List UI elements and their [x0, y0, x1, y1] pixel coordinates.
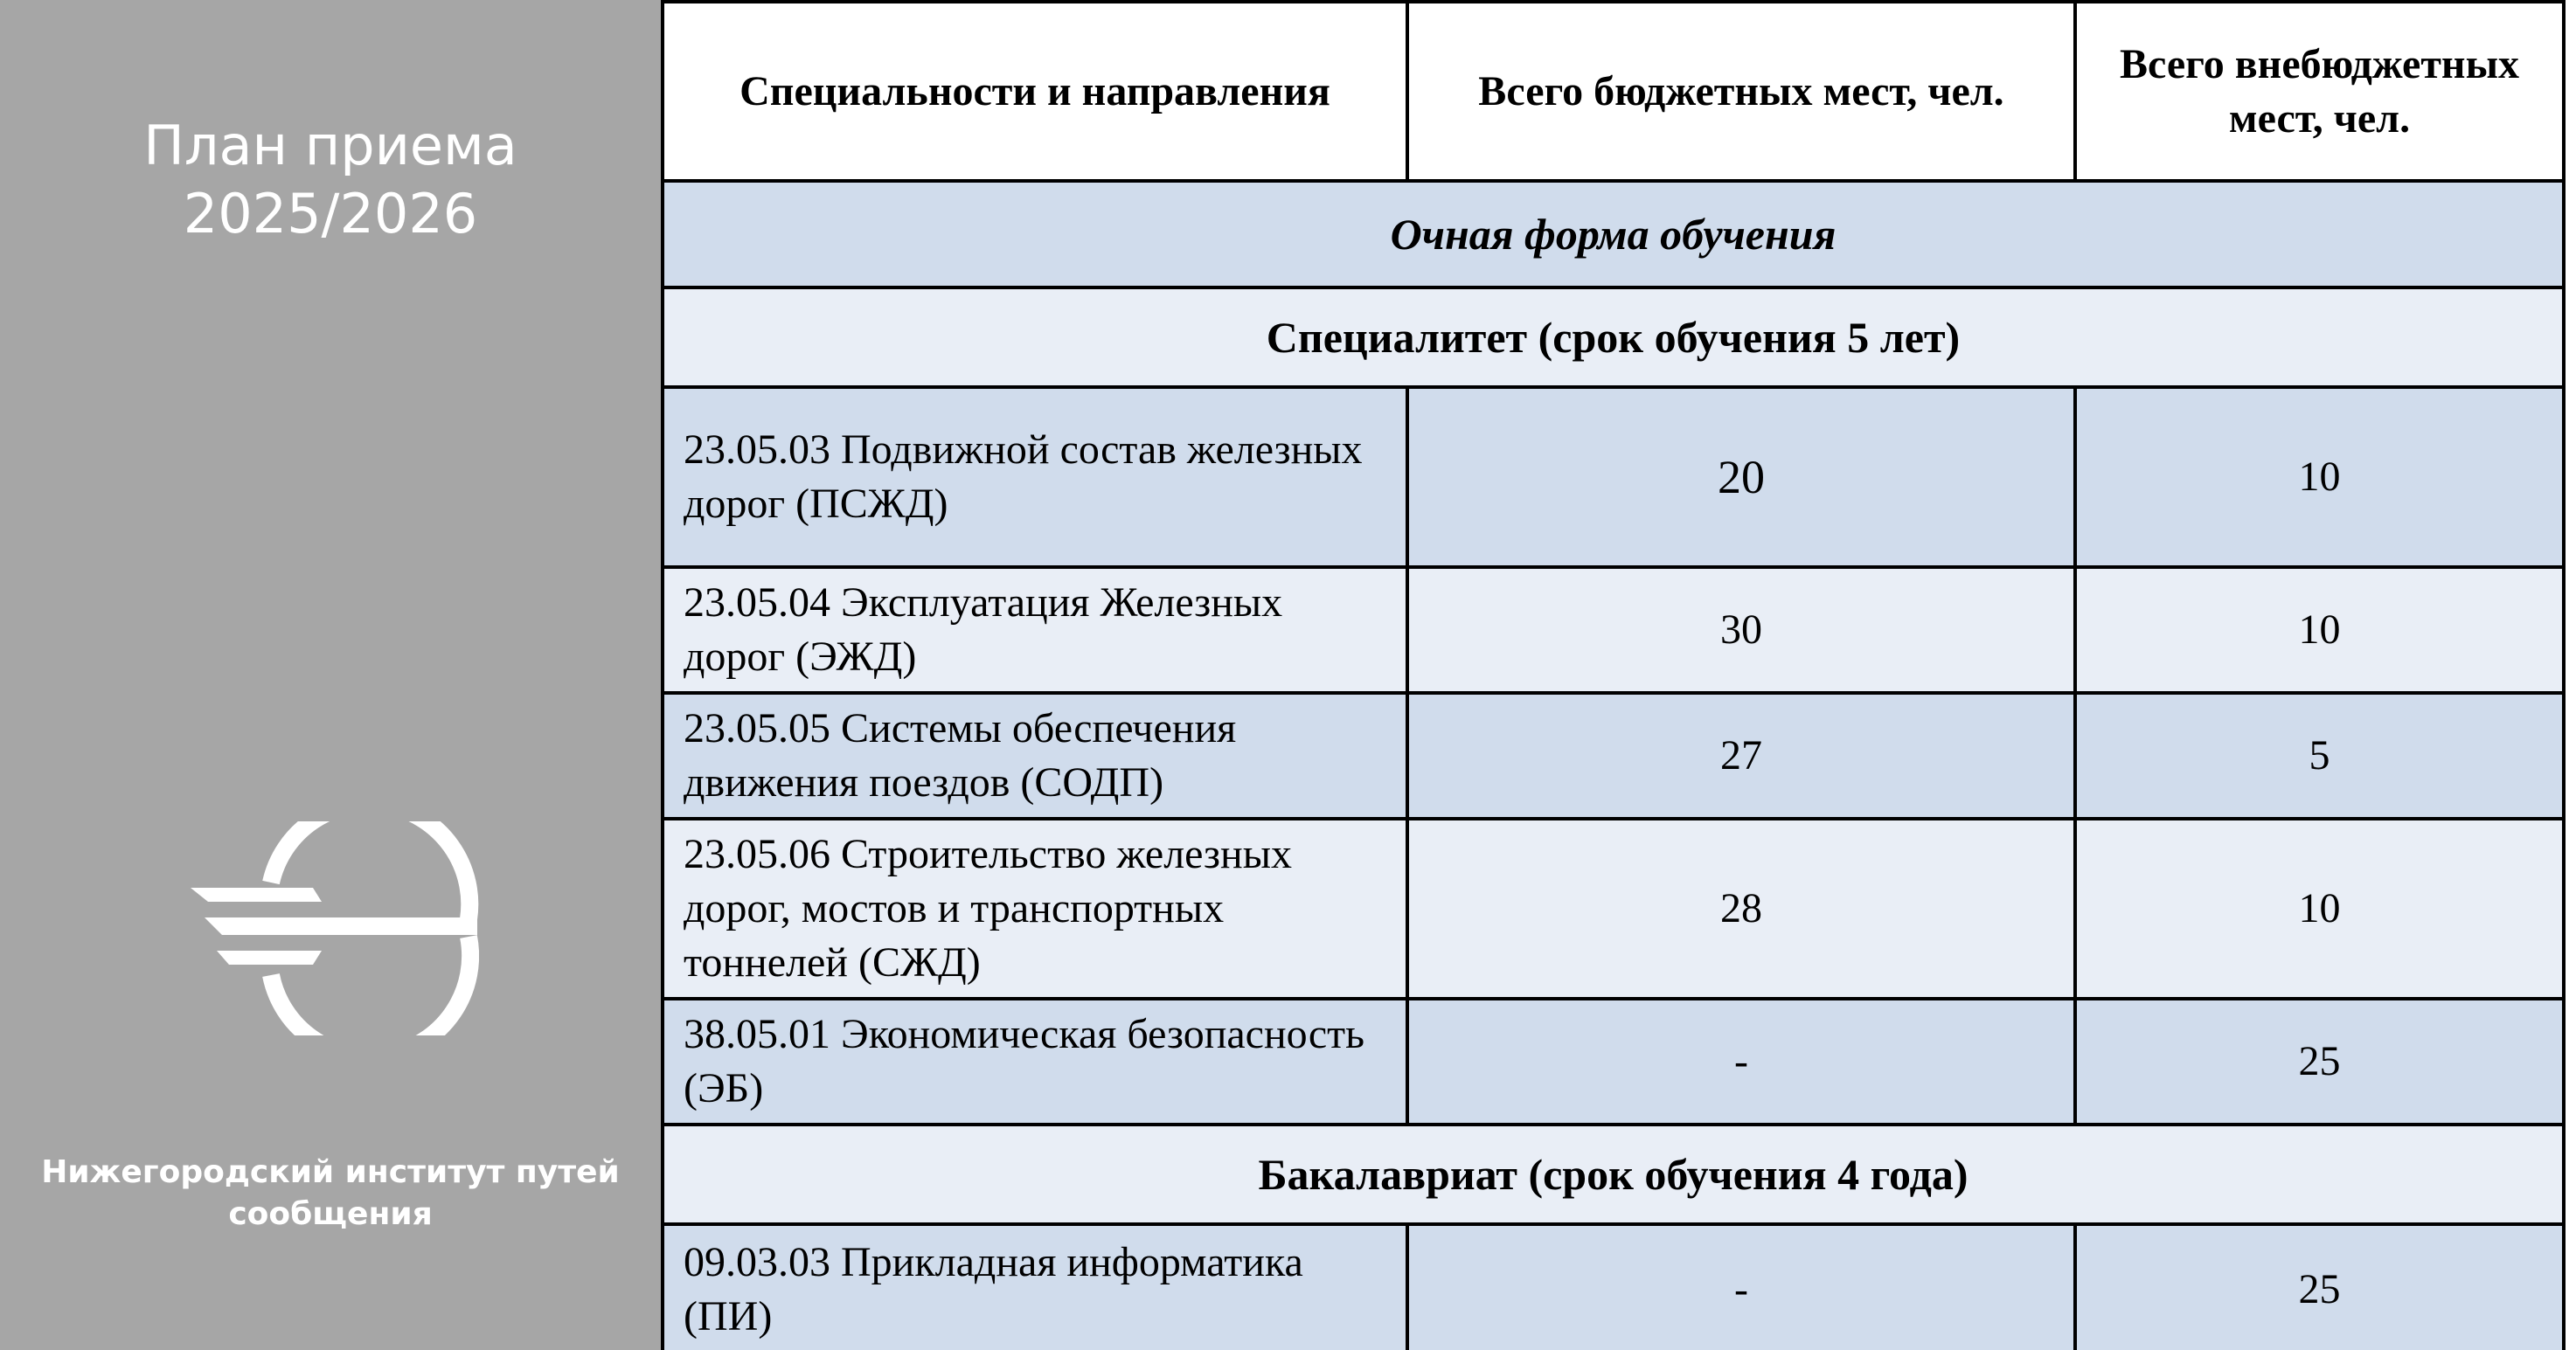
table-header-row [663, 2, 2564, 181]
paid-seats: 10 [2075, 567, 2564, 693]
header-budget: Всего бюджетных мест, чел. [1407, 2, 2075, 181]
budget-seats: 28 [1407, 819, 2075, 999]
plan-title [0, 112, 661, 248]
table-row [663, 387, 2564, 567]
admission-plan-table [661, 0, 2566, 1350]
institute-name [17, 1152, 643, 1236]
form-row [663, 181, 2564, 287]
table-row [663, 999, 2564, 1125]
paid-seats: 10 [2075, 387, 2564, 567]
header-specialties: Специальности и направления [663, 2, 1407, 181]
program-name: 23.05.04 Эксплуатация Железных дорог (ЭЖД) [663, 567, 1407, 693]
budget-seats: 27 [1407, 693, 2075, 819]
program-name: 09.03.03 Прикладная информатика (ПИ) [663, 1224, 1407, 1350]
program-name: 23.05.06 Строительство железных дорог, мостов и транспортных тоннелей (СЖД) [663, 819, 1407, 999]
budget-seats: 30 [1407, 567, 2075, 693]
header-paid: Всего внебюджетных мест, чел. [2075, 2, 2564, 181]
budget-seats: - [1407, 999, 2075, 1125]
sidebar-panel [0, 0, 661, 1350]
bakalavriat-row [663, 1125, 2564, 1224]
paid-seats: 10 [2075, 819, 2564, 999]
program-name: 23.05.05 Системы обеспечения движения поездов (СОДП) [663, 693, 1407, 819]
specialitet-label: Специалитет (срок обучения 5 лет) [663, 287, 2564, 387]
railway-logo-icon [191, 821, 479, 1035]
form-label: Очная форма обучения [663, 181, 2564, 287]
paid-seats: 5 [2075, 693, 2564, 819]
specialitet-row [663, 287, 2564, 387]
program-name: 38.05.01 Экономическая безопасность (ЭБ) [663, 999, 1407, 1125]
plan-title-line2: 2025/2026 [183, 182, 478, 246]
budget-seats: 20 [1407, 387, 2075, 567]
table-row [663, 819, 2564, 999]
table-row [663, 693, 2564, 819]
bakalavriat-label: Бакалавриат (срок обучения 4 года) [663, 1125, 2564, 1224]
table-row [663, 567, 2564, 693]
institute-name-line2: сообщения [228, 1196, 433, 1232]
plan-title-line1: План приема [143, 114, 517, 177]
paid-seats: 25 [2075, 999, 2564, 1125]
program-name: 23.05.03 Подвижной состав железных дорог (ПСЖД) [663, 387, 1407, 567]
table-row [663, 1224, 2564, 1350]
paid-seats: 25 [2075, 1224, 2564, 1350]
institute-name-line1: Нижегородский институт путей [41, 1154, 620, 1190]
budget-seats: - [1407, 1224, 2075, 1350]
